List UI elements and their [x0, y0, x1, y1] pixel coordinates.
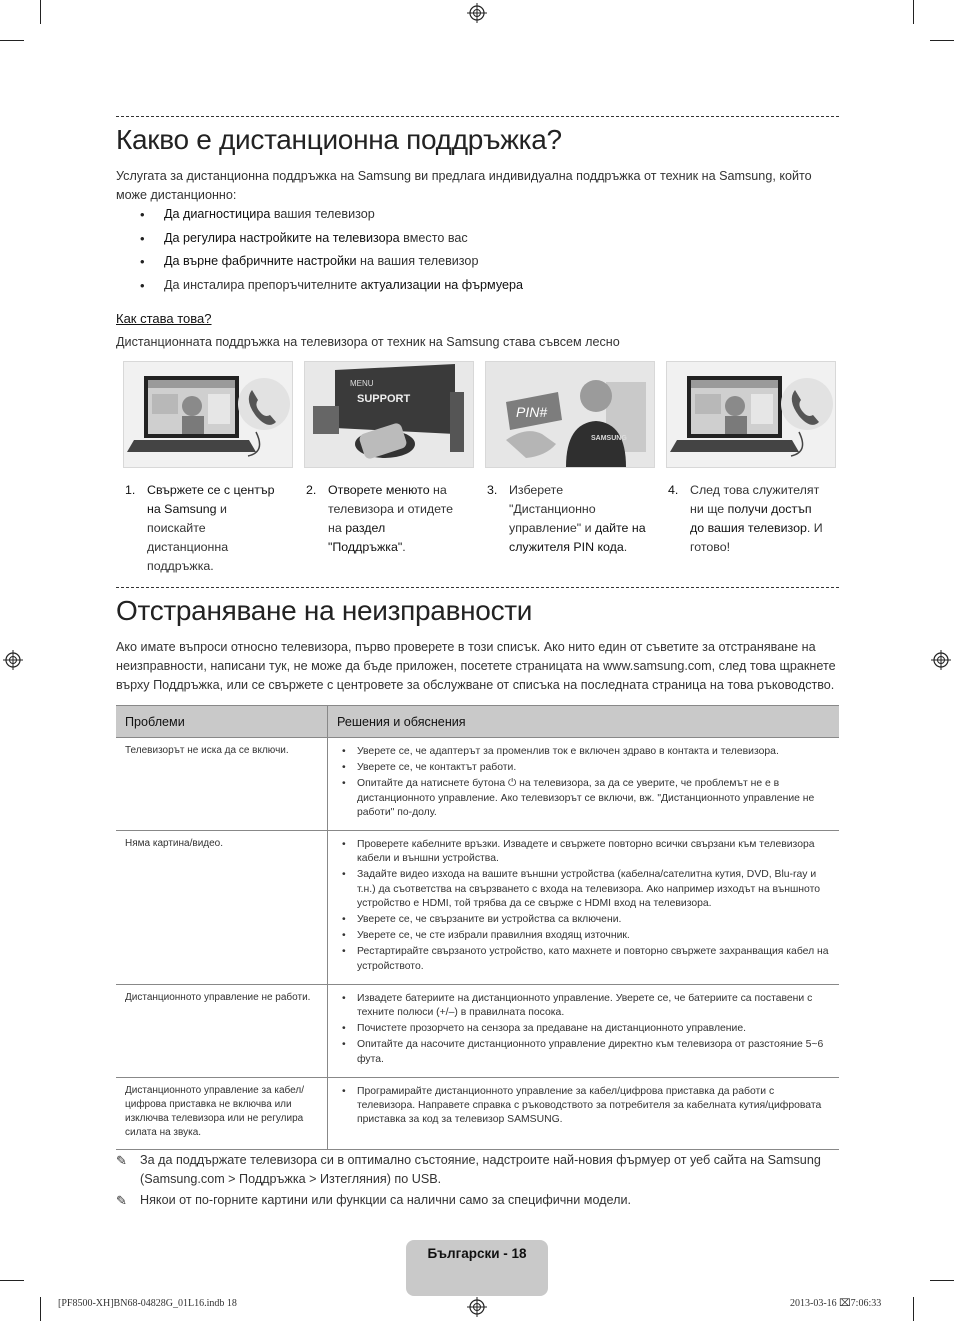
list-item: • Уверете се, че контактът работи.: [337, 761, 830, 775]
note: ✎ Някои от по-горните картини или функции са налични само за специфични модели.: [116, 1193, 631, 1208]
table-header-problems: Проблеми: [116, 706, 328, 738]
list-item: • Уверете се, че свързаните ви устройства са включени.: [337, 913, 830, 927]
table-row: [116, 831, 839, 985]
crop-mark: [0, 40, 24, 41]
footer-file-info: [PF8500-XH]BN68-04828G_01L16.indb 18: [58, 1298, 237, 1309]
section-title: Отстраняване на неизправности: [116, 595, 533, 626]
solution-cell: [328, 984, 840, 1077]
list-item: • Опитайте да насочите дистанционното управление директно към телевизора от разстояние 5~6 фута.: [337, 1038, 830, 1066]
problem-cell: Дистанционното управление не работи.: [116, 984, 328, 1077]
menu-label: MENU: [350, 379, 374, 388]
list-item: • Опитайте да натиснете бутона ⏻ на телевизора, за да се уверите, че проблемът не е в дистанционното управление. Ако телевизорът се включи, вж. "Дистанционното управление не работи" по-долу.: [337, 777, 830, 820]
list-item: • Рестартирайте свързаното устройство, като махнете и повторно свържете захранващия кабел на устройството.: [337, 945, 830, 973]
laptop-phone-illustration-icon: [667, 362, 835, 467]
page-number-badge: [406, 1240, 548, 1296]
list-item: • Да регулира настройките на телевизора вместо вас: [140, 227, 840, 251]
table-header-solutions: Решения и обяснения: [328, 706, 840, 738]
laptop-phone-illustration-icon: [124, 362, 292, 467]
page-number: Български - 18: [427, 1246, 527, 1261]
section-title: Какво е дистанционна поддръжка?: [116, 124, 562, 155]
list-item: • Почистете прозорчето на сензора за предаване на дистанционното управление.: [337, 1022, 830, 1036]
solution-cell: [328, 738, 840, 831]
step-3-image: [485, 361, 655, 468]
section-divider: [116, 587, 839, 588]
list-item: • Да диагностицира вашия телевизор: [140, 203, 840, 227]
crop-mark: [930, 40, 954, 41]
how-text: Дистанционната поддръжка на телевизора от техник на Samsung става съвсем лесно: [116, 335, 620, 349]
crop-mark: [40, 1297, 41, 1321]
pencil-note-icon: ✎: [116, 1153, 127, 1168]
list-item: • Програмирайте дистанционното управление за кабел/цифрова приставка да работи с телевизора. Направете справка с ръководството за потребителя за кабелната кутия/цифровата приставка за код за телевизор SAMSUNG.: [337, 1085, 830, 1128]
feature-list: [140, 203, 840, 297]
step-4-image: [666, 361, 836, 468]
list-item: • Извадете батериите на дистанционното управление. Уверете се, че батериите са поставени с техните полюси (+/–) в правилната посока.: [337, 992, 830, 1020]
list-item: • Уверете се, че адаптерът за променлив ток е включен здраво в контакта и телевизора.: [337, 745, 830, 759]
troubleshooting-table: [116, 705, 839, 1150]
list-item: • Задайте видео изхода на вашите външни устройства (кабелна/сателитна кутия, DVD, Blu-ray и т.н.) да съответства на свързването с входа на телевизора. Ако например изходът на външното устройство е HDMI, той трябва да се свърже с HDMI вход на телевизора.: [337, 868, 830, 911]
solution-cell: [328, 831, 840, 985]
crop-mark: [913, 1297, 914, 1321]
list-item: • Проверете кабелните връзки. Извадете и свържете повторно всички свързани към телевизора кабели и външни устройства.: [337, 838, 830, 866]
footer-timestamp: 2013-03-16 ⌧7:06:33: [790, 1298, 882, 1309]
crop-mark: [913, 0, 914, 24]
tv-support-menu-illustration-icon: [305, 362, 473, 467]
step-2: 2. Отворете менюто на телевизора и отидете на раздел "Поддръжка".: [306, 483, 454, 554]
pin-label: PIN#: [516, 404, 548, 420]
step-1-image: [123, 361, 293, 468]
list-item: • Да инсталира препоръчителните актуализации на фърмуера: [140, 274, 840, 298]
registration-mark-icon: [467, 1297, 487, 1317]
solution-cell: [328, 1077, 840, 1149]
step-2-image: [304, 361, 474, 468]
step-3: 3. Изберете "Дистанционно управление" и дайте на служителя PIN кода.: [487, 483, 646, 554]
pin-operator-illustration-icon: [486, 362, 654, 467]
registration-mark-icon: [3, 650, 23, 670]
crop-mark: [0, 1280, 24, 1281]
intro-paragraph: Услугата за дистанционна поддръжка на Samsung ви предлага индивидуална поддръжка от техник на Samsung, който може дистанционно:: [116, 169, 812, 202]
step-1: 1. Свържете се с център на Samsung и поискайте дистанционна поддръжка.: [125, 483, 275, 573]
crop-mark: [40, 0, 41, 24]
problem-cell: Дистанционното управление за кабел/цифрова приставка не включва или изключва телевизора или не регулира силата на звука.: [116, 1077, 328, 1149]
table-row: [116, 738, 839, 831]
problem-cell: Няма картина/видео.: [116, 831, 328, 985]
table-row: [116, 984, 839, 1077]
problem-cell: Телевизорът не иска да се включи.: [116, 738, 328, 831]
support-label: SUPPORT: [357, 393, 411, 405]
pencil-note-icon: ✎: [116, 1193, 127, 1208]
list-item: • Да върне фабричните настройки на вашия телевизор: [140, 250, 840, 274]
list-item: • Уверете се, че сте избрали правилния входящ източник.: [337, 929, 830, 943]
note: ✎ За да поддържате телевизора си в оптимално състояние, надстроите най-новия фърмуер от уеб сайта на Samsung (Samsung.com > Поддръжка > Изтегляния) по USB.: [116, 1153, 821, 1186]
brand-label: SAMSUNG: [591, 435, 627, 442]
table-row: [116, 1077, 839, 1149]
section-divider: [116, 116, 839, 117]
step-4: 4. След това служителят ни ще получи достъп до вашия телевизор. И готово!: [668, 483, 823, 554]
registration-mark-icon: [467, 3, 487, 23]
troubleshoot-intro: Ако имате въпроси относно телевизора, първо проверете в този списък. Ако нито един от съветите за отстраняване на неизправности, написани тук, не може да бъде приложен, посетете страницата на www.samsung.com, след това щракнете върху Поддръжка, или се свържете с центровете за обслужване от списъка на последната страница на това ръководство.: [116, 640, 836, 692]
registration-mark-icon: [931, 650, 951, 670]
how-title: Как става това?: [116, 311, 212, 326]
crop-mark: [930, 1280, 954, 1281]
